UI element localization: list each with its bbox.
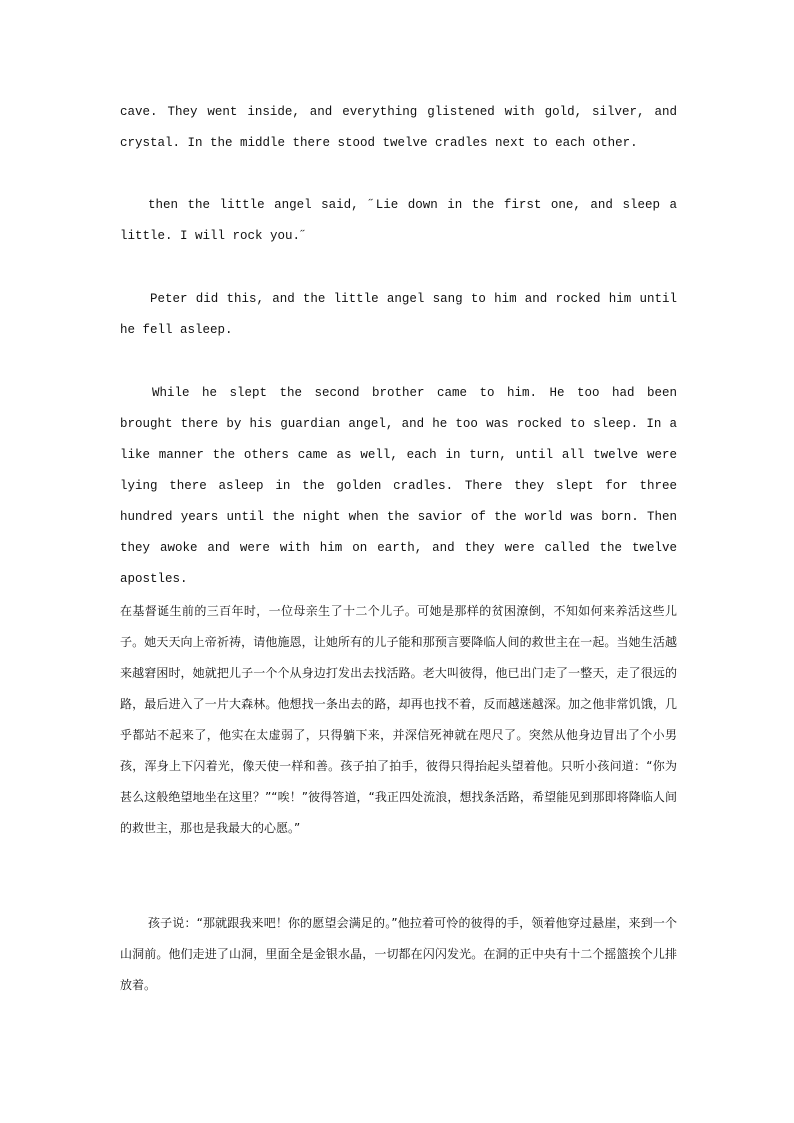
paragraph-en-1: cave. They went inside, and everything glistened with gold, silver, and crystal. In the middle there stood twelve cradles next to each other. [120,105,677,150]
paragraph-en-2: then the little angel said, ˝Lie down in the first one, and sleep a little. I will rock you.˝ [120,198,677,243]
paragraph-zh-1: 在基督诞生前的三百年时，一位母亲生了十二个儿子。可她是那样的贫困潦倒，不知如何来养活这些儿子。她天天向上帝祈祷，请他施恩，让她所有的儿子能和那预言要降临人间的救世主在一起。当她生活越来越窘困时，她就把儿子一个个从身边打发出去找活路。老大叫彼得，他已出门走了一整天，走了很远的路，最后进入了一片大森林。他想找一条出去的路，却再也找不着，反而越迷越深。加之他非常饥饿，几乎都站不起来了，他实在太虚弱了，只得躺下来，并深信死神就在咫尺了。突然从他身边冒出了个小男孩，浑身上下闪着光，像天使一样和善。孩子拍了拍手，彼得只得抬起头望着他。只听小孩问道：“你为甚么这般绝望地坐在这里？”“唉！”彼得答道，“我正四处流浪，想找条活路，希望能见到那即将降临人间的救世主，那也是我最大的心愿。” [120,604,677,835]
paragraph-en-4: While he slept the second brother came to him. He too had been brought there by his guardian angel, and he too was rocked to sleep. In a like manner the others came as well, each in turn, until all twelve were lying there asleep in the golden cradles. There they slept for three hundred years until the night when the savior of the world was born. Then they awoke and were with him on earth, and they were called the twelve apostles. [120,386,677,586]
paragraph-en-3: Peter did this, and the little angel sang to him and rocked him until he fell asleep. [120,292,677,337]
paragraph-zh-2: 孩子说：“那就跟我来吧！你的愿望会满足的。”他拉着可怜的彼得的手，领着他穿过悬崖，来到一个山洞前。他们走进了山洞，里面全是金银水晶，一切都在闪闪发光。在洞的正中央有十二个摇篮挨个儿排放着。 [120,916,677,992]
